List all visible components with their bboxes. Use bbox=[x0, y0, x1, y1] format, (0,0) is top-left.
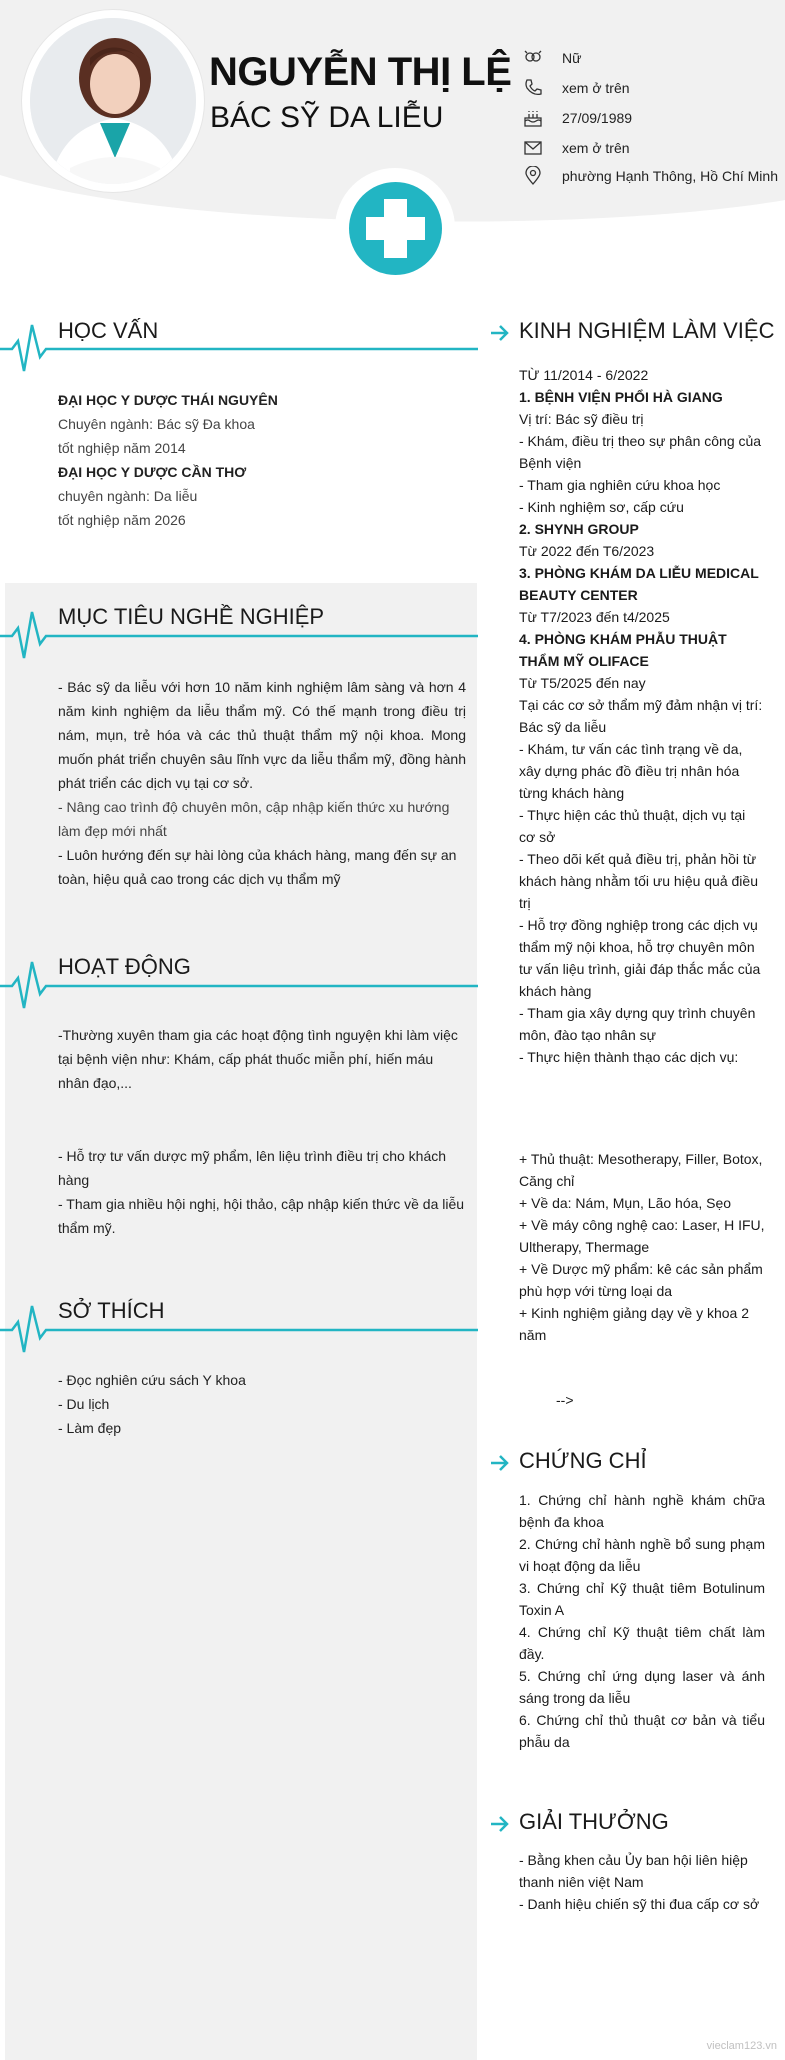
location-pin-icon bbox=[523, 166, 543, 186]
job-detail: Tại các cơ sở thẩm mỹ đảm nhận vị trí: Bác sỹ da liễu bbox=[519, 697, 763, 735]
service-item: + Về da: Nám, Mụn, Lão hóa, Sẹo bbox=[519, 1195, 732, 1211]
certificate-item: 3. Chứng chỉ Kỹ thuật tiêm Botulinum Toxin A bbox=[519, 1580, 765, 1618]
activity-paragraph: -Thường xuyên tham gia các hoạt động tình nguyện khi làm việc tại bệnh viện như: Khám, cấp phát thuốc miễn phí, hiến máu nhân đạo,... bbox=[58, 1027, 458, 1091]
job-detail: - Thực hiện thành thạo các dịch vụ: bbox=[519, 1049, 739, 1065]
contact-address-text: phường Hạnh Thông, Hồ Chí Minh bbox=[562, 168, 778, 184]
job-period: Từ T7/2023 đến t4/2025 bbox=[519, 609, 670, 625]
medical-cross-icon bbox=[349, 182, 442, 275]
job-detail: - Kinh nghiệm sơ, cấp cứu bbox=[519, 499, 684, 515]
activity-paragraph: - Hỗ trợ tư vấn dược mỹ phẩm, lên liệu trình điều trị cho khách hàng bbox=[58, 1148, 447, 1188]
contact-address bbox=[523, 164, 778, 188]
birthday-cake-icon bbox=[523, 108, 543, 128]
certificate-item: 5. Chứng chỉ ứng dụng laser và ánh sáng trong da liễu bbox=[519, 1668, 765, 1706]
objective-body bbox=[58, 675, 466, 891]
service-item: + Thủ thuật: Mesotherapy, Filler, Botox, Căng chỉ bbox=[519, 1151, 763, 1189]
service-item: + Về máy công nghệ cao: Laser, H IFU, Ultherapy, Thermage bbox=[519, 1217, 765, 1255]
school-1: ĐẠI HỌC Y DƯỢC THÁI NGUYÊN bbox=[58, 392, 278, 408]
activity-paragraph: - Tham gia nhiều hội nghị, hội thảo, cập nhập kiến thức về da liễu thẩm mỹ. bbox=[58, 1196, 465, 1236]
arrow-right-icon bbox=[490, 1454, 510, 1472]
job-detail: Vị trí: Bác sỹ điều trị bbox=[519, 411, 644, 427]
job-period: Từ 2022 đến T6/2023 bbox=[519, 543, 655, 559]
email-icon bbox=[523, 138, 543, 158]
experience-period: TỪ 11/2014 - 6/2022 bbox=[519, 367, 649, 383]
arrow-right-icon bbox=[490, 1815, 510, 1833]
contact-email bbox=[523, 136, 630, 160]
stray-text: --> bbox=[556, 1392, 574, 1408]
contact-phone-text: xem ở trên bbox=[562, 80, 630, 96]
job-detail: - Hỗ trợ đồng nghiệp trong các dịch vụ thẩm mỹ nội khoa, hỗ trợ chuyên môn tư vấn liệu trình, giải đáp thắc mắc của khách hàng bbox=[519, 917, 761, 999]
education-body bbox=[58, 388, 466, 532]
activities-title: HOẠT ĐỘNG bbox=[58, 954, 191, 979]
job-title-2: 2. SHYNH GROUP bbox=[519, 521, 639, 537]
objective-paragraph: - Bác sỹ da liễu với hơn 10 năm kinh nghiệm lâm sàng và hơn 4 năm kinh nghiệm da liễu thẩm mỹ. Có thế mạnh trong điều trị nám, mụn, trẻ hóa và các thủ thuật thẩm mỹ nội khoa. Mong muốn phát triển chuyên sâu lĩnh vực da liễu thẩm mỹ, đồng hành phát triển các dịch vụ tại cơ sở. bbox=[58, 679, 466, 791]
hobby-item: - Du lịch bbox=[58, 1396, 110, 1412]
job-title-4: 4. PHÒNG KHÁM PHẪU THUẬT THẨM MỸ OLIFACE bbox=[519, 631, 727, 669]
job-title-3: 3. PHÒNG KHÁM DA LIỄU MEDICAL BEAUTY CENTER bbox=[519, 565, 759, 603]
job-period: Từ T5/2025 đến nay bbox=[519, 675, 646, 691]
objective-title: MỤC TIÊU NGHỀ NGHIỆP bbox=[58, 604, 325, 629]
watermark: vieclam123.vn bbox=[706, 2040, 777, 2052]
contact-gender-text: Nữ bbox=[562, 50, 582, 66]
award-item: - Bằng khen cảu Ủy ban hội liên hiệp thanh niên việt Nam bbox=[519, 1852, 748, 1890]
contact-phone bbox=[523, 76, 630, 100]
school-2-graduation: tốt nghiệp năm 2026 bbox=[58, 512, 186, 528]
certificates-list bbox=[519, 1489, 765, 1753]
services-list bbox=[519, 1148, 765, 1346]
objective-paragraph: - Luôn hướng đến sự hài lòng của khách hàng, mang đến sự an toàn, hiệu quả cao trong các dịch vụ thẩm mỹ bbox=[58, 847, 457, 887]
certificates-title: CHỨNG CHỈ bbox=[519, 1448, 647, 1473]
job-detail: - Theo dõi kết quả điều trị, phản hồi từ khách hàng nhằm tối ưu hiệu quả điều trị bbox=[519, 851, 758, 911]
job-detail: - Tham gia xây dựng quy trình chuyên môn, đào tạo nhân sự bbox=[519, 1005, 756, 1043]
contact-gender bbox=[523, 46, 581, 70]
job-title-1: 1. BỆNH VIỆN PHỔI HÀ GIANG bbox=[519, 389, 723, 405]
certificate-item: 4. Chứng chỉ Kỹ thuật tiêm chất làm đầy. bbox=[519, 1624, 765, 1662]
arrow-right-icon bbox=[490, 324, 510, 342]
candidate-name: NGUYỄN THỊ LỆ bbox=[209, 50, 512, 94]
service-item: + Về Dược mỹ phẩm: kê các sản phẩm phù hợp với từng loại da bbox=[519, 1261, 763, 1299]
contact-birthday bbox=[523, 106, 632, 130]
experience-title: KINH NGHIỆM LÀM VIỆC bbox=[519, 318, 775, 343]
phone-icon bbox=[523, 78, 543, 98]
job-title: BÁC SỸ DA LIỄU bbox=[210, 101, 444, 134]
gender-icon bbox=[523, 48, 543, 68]
job-detail: - Tham gia nghiên cứu khoa học bbox=[519, 477, 721, 493]
school-1-major: Chuyên ngành: Bác sỹ Đa khoa bbox=[58, 416, 255, 432]
hobbies-title: SỞ THÍCH bbox=[58, 1298, 165, 1323]
service-item: + Kinh nghiệm giảng dạy về y khoa 2 năm bbox=[519, 1305, 749, 1343]
contact-email-text: xem ở trên bbox=[562, 140, 630, 156]
school-2-major: chuyên ngành: Da liễu bbox=[58, 488, 198, 504]
contact-birthday-text: 27/09/1989 bbox=[562, 110, 633, 126]
awards-list bbox=[519, 1849, 765, 1915]
school-1-graduation: tốt nghiệp năm 2014 bbox=[58, 440, 186, 456]
certificate-item: 6. Chứng chỉ thủ thuật cơ bản và tiểu phẫu da bbox=[519, 1712, 765, 1750]
objective-paragraph: - Nâng cao trình độ chuyên môn, cập nhập kiến thức xu hướng làm đẹp mới nhất bbox=[58, 799, 450, 839]
job-detail: - Khám, tư vấn các tình trạng về da, xây dựng phác đồ điều trị nhân hóa từng khách hàng bbox=[519, 741, 743, 801]
job-detail: - Thực hiện các thủ thuật, dịch vụ tại cơ sở bbox=[519, 807, 746, 845]
awards-title: GIẢI THƯỞNG bbox=[519, 1809, 669, 1834]
experience-body bbox=[519, 364, 765, 1068]
certificate-item: 1. Chứng chỉ hành nghề khám chữa bệnh đa khoa bbox=[519, 1492, 765, 1530]
award-item: - Danh hiệu chiến sỹ thi đua cấp cơ sở bbox=[519, 1896, 760, 1912]
education-title: HỌC VẤN bbox=[58, 318, 159, 343]
hobby-item: - Đọc nghiên cứu sách Y khoa bbox=[58, 1372, 246, 1388]
hobbies-list bbox=[58, 1368, 466, 1440]
job-detail: - Khám, điều trị theo sự phân công của Bệnh viện bbox=[519, 433, 762, 471]
certificate-item: 2. Chứng chỉ hành nghề bổ sung phạm vi hoạt động da liễu bbox=[519, 1536, 765, 1574]
avatar bbox=[30, 18, 196, 184]
hobby-item: - Làm đẹp bbox=[58, 1420, 122, 1436]
school-2: ĐẠI HỌC Y DƯỢC CẦN THƠ bbox=[58, 464, 247, 480]
